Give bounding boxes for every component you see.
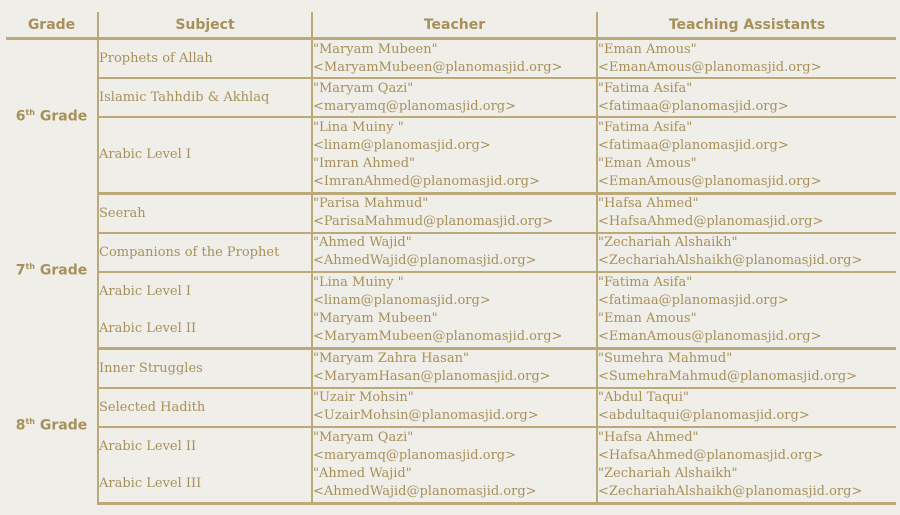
assistant-email: <abdultaqui@planomasjid.org> bbox=[598, 408, 810, 423]
teacher-cell bbox=[312, 272, 597, 349]
assistant-name: "Hafsa Ahmed" bbox=[598, 196, 699, 211]
teacher-email: <MaryamHasan@planomasjid.org> bbox=[313, 369, 551, 384]
subject-name: Selected Hadith bbox=[99, 399, 206, 415]
subject-cell bbox=[98, 39, 312, 79]
teacher-email: <linam@planomasjid.org> bbox=[313, 292, 491, 308]
grade-number: 7 bbox=[15, 262, 26, 279]
subject-name: Companions of the Prophet bbox=[99, 244, 280, 260]
subject-name: Arabic Level II bbox=[99, 320, 197, 336]
assistants-cell bbox=[597, 39, 896, 79]
assistant-name: "Fatima Asifa" bbox=[598, 274, 693, 290]
header-teacher: Teacher bbox=[312, 12, 597, 39]
teacher-email: <MaryamMubeen@planomasjid.org> bbox=[313, 59, 563, 75]
assistant-email: <fatimaa@planomasjid.org> bbox=[598, 292, 789, 308]
assistant-name: "Sumehra Mahmud" bbox=[598, 351, 733, 366]
teacher-cell bbox=[312, 78, 597, 117]
assistant-email: <fatimaa@planomasjid.org> bbox=[598, 98, 789, 114]
subject-name: Arabic Level I bbox=[99, 283, 192, 299]
teacher-cell bbox=[312, 388, 597, 427]
table-row bbox=[6, 388, 896, 427]
subject-name: Inner Struggles bbox=[99, 360, 203, 376]
teacher-email: <ParisaMahmud@planomasjid.org> bbox=[313, 214, 554, 229]
assistant-name: "Fatima Asifa" bbox=[598, 80, 693, 96]
subject-cell bbox=[98, 193, 312, 233]
table-row bbox=[6, 39, 896, 79]
teacher-name: "Maryam Qazi" bbox=[313, 429, 414, 445]
teacher-cell bbox=[312, 233, 597, 272]
assistant-email: <ZechariahAlshaikh@planomasjid.org> bbox=[598, 253, 863, 268]
grade-label bbox=[6, 348, 98, 503]
assistant-email: <fatimaa@planomasjid.org> bbox=[598, 137, 789, 153]
header-grade: Grade bbox=[6, 12, 98, 39]
grade-word: Grade bbox=[35, 108, 88, 125]
header-subject: Subject bbox=[98, 12, 312, 39]
teacher-email: <MaryamMubeen@planomasjid.org> bbox=[313, 328, 563, 344]
grade-label bbox=[6, 39, 98, 194]
teacher-email: <AhmedWajid@planomasjid.org> bbox=[313, 253, 537, 268]
assistant-email: <ZechariahAlshaikh@planomasjid.org> bbox=[598, 483, 863, 499]
assistant-name: "Zechariah Alshaikh" bbox=[598, 465, 738, 481]
subject-cell bbox=[98, 272, 312, 349]
assistants-cell bbox=[597, 117, 896, 193]
subject-name: Seerah bbox=[99, 205, 146, 221]
teacher-name: "Parisa Mahmud" bbox=[313, 196, 429, 211]
assistant-name: "Zechariah Alshaikh" bbox=[598, 235, 738, 250]
table-row bbox=[6, 78, 896, 117]
teacher-name: "Ahmed Wajid" bbox=[313, 465, 412, 481]
assistants-cell bbox=[597, 233, 896, 272]
teacher-cell bbox=[312, 117, 597, 193]
grade-word: Grade bbox=[35, 417, 88, 434]
assistant-name: "Fatima Asifa" bbox=[598, 119, 693, 135]
teacher-name: "Uzair Mohsin" bbox=[313, 390, 414, 405]
assistants-cell bbox=[597, 427, 896, 504]
subject-name: Arabic Level I bbox=[99, 147, 192, 163]
grade-ordinal-suffix: th bbox=[25, 262, 36, 272]
subject-name: Arabic Level II bbox=[99, 438, 197, 454]
teacher-cell bbox=[312, 39, 597, 79]
assistants-cell bbox=[597, 193, 896, 233]
assistant-email: <SumehraMahmud@planomasjid.org> bbox=[598, 369, 858, 384]
table-row bbox=[6, 272, 896, 349]
grade-label bbox=[6, 193, 98, 348]
grade-number: 8 bbox=[15, 417, 26, 434]
grade-word: Grade bbox=[35, 262, 88, 279]
teacher-email: <maryamq@planomasjid.org> bbox=[313, 447, 517, 463]
table-row bbox=[6, 348, 896, 388]
table-body bbox=[6, 39, 896, 504]
assistant-email: <EmanAmous@planomasjid.org> bbox=[598, 173, 822, 189]
assistant-email: <HafsaAhmed@planomasjid.org> bbox=[598, 447, 824, 463]
grade-number: 6 bbox=[15, 108, 26, 125]
header-teaching-assistants: Teaching Assistants bbox=[597, 12, 896, 39]
assistant-name: "Abdul Taqui" bbox=[598, 390, 689, 405]
subject-cell bbox=[98, 78, 312, 117]
table-row bbox=[6, 427, 896, 504]
teacher-cell bbox=[312, 348, 597, 388]
subject-cell bbox=[98, 233, 312, 272]
assistant-name: "Eman Amous" bbox=[598, 155, 697, 171]
assistant-email: <EmanAmous@planomasjid.org> bbox=[598, 59, 822, 75]
teacher-email: <maryamq@planomasjid.org> bbox=[313, 98, 517, 114]
teacher-email: <UzairMohsin@planomasjid.org> bbox=[313, 408, 539, 423]
assistant-email: <EmanAmous@planomasjid.org> bbox=[598, 328, 822, 344]
teacher-name: "Maryam Zahra Hasan" bbox=[313, 351, 469, 366]
teacher-name: "Lina Muiny " bbox=[313, 119, 404, 135]
assistants-cell bbox=[597, 348, 896, 388]
teacher-email: <AhmedWajid@planomasjid.org> bbox=[313, 483, 537, 499]
table-row bbox=[6, 193, 896, 233]
table-header-row bbox=[6, 12, 896, 39]
assistant-name: "Hafsa Ahmed" bbox=[598, 429, 699, 445]
table-row bbox=[6, 117, 896, 193]
teacher-name: "Maryam Mubeen" bbox=[313, 41, 438, 57]
subject-cell bbox=[98, 388, 312, 427]
subject-cell bbox=[98, 348, 312, 388]
assistant-name: "Eman Amous" bbox=[598, 41, 697, 57]
assistant-name: "Eman Amous" bbox=[598, 310, 697, 326]
subject-cell bbox=[98, 427, 312, 504]
teacher-cell bbox=[312, 427, 597, 504]
assistants-cell bbox=[597, 78, 896, 117]
grade-ordinal-suffix: th bbox=[25, 417, 36, 427]
teacher-name: "Maryam Qazi" bbox=[313, 80, 414, 96]
teacher-name: "Ahmed Wajid" bbox=[313, 235, 412, 250]
assistants-cell bbox=[597, 272, 896, 349]
subject-name: Prophets of Allah bbox=[99, 51, 213, 66]
teacher-cell bbox=[312, 193, 597, 233]
assistant-email: <HafsaAhmed@planomasjid.org> bbox=[598, 214, 824, 229]
teacher-assignment-table bbox=[6, 12, 896, 505]
subject-name: Islamic Tahhdib & Akhlaq bbox=[99, 90, 270, 105]
teacher-name: "Lina Muiny " bbox=[313, 274, 404, 290]
teacher-name: "Imran Ahmed" bbox=[313, 155, 415, 171]
subject-cell bbox=[98, 117, 312, 193]
subject-name: Arabic Level III bbox=[99, 475, 202, 491]
teacher-name: "Maryam Mubeen" bbox=[313, 310, 438, 326]
assistants-cell bbox=[597, 388, 896, 427]
teacher-email: <linam@planomasjid.org> bbox=[313, 137, 491, 153]
teacher-email: <ImranAhmed@planomasjid.org> bbox=[313, 173, 540, 189]
table-row bbox=[6, 233, 896, 272]
grade-ordinal-suffix: th bbox=[25, 108, 36, 118]
